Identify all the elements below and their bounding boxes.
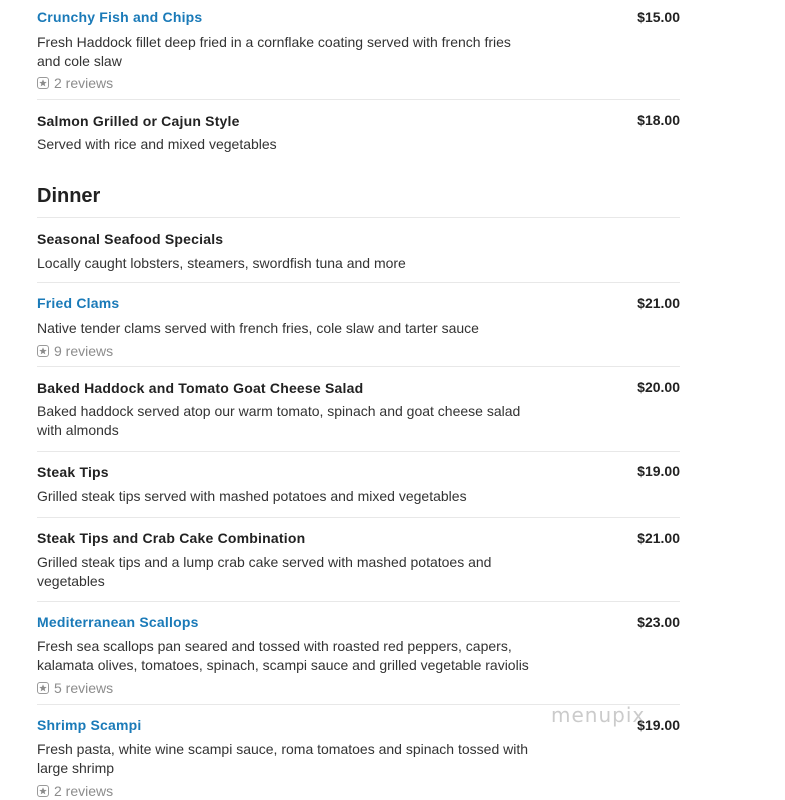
menu-item-price: $18.00 (637, 112, 680, 128)
menu-item-description: Grilled steak tips and a lump crab cake served with mashed potatoes and vegetables (37, 554, 492, 589)
star-icon (37, 77, 49, 89)
reviews-count[interactable]: 9 reviews (54, 343, 114, 359)
menu-item-name-link[interactable]: Fried Clams (37, 295, 120, 311)
reviews-link[interactable] (37, 342, 113, 360)
menu (37, 0, 680, 800)
menu-item-description: Native tender clams served with french fries, cole slaw and tarter sauce (37, 320, 479, 336)
menu-item (37, 100, 680, 167)
menu-item-description: Fresh sea scallops pan seared and tossed with roasted red peppers, capers, kalamata olives, tomatoes, spinach, scampi sauce and grilled vegetable raviolis (37, 638, 529, 673)
menu-item (37, 602, 680, 705)
menu-item (37, 518, 680, 602)
star-icon (37, 345, 49, 357)
menu-item-description: Locally caught lobsters, steamers, swordfish tuna and more (37, 255, 406, 271)
menu-item-description: Baked haddock served atop our warm tomato, spinach and goat cheese salad with almonds (37, 403, 521, 438)
menu-item-name: Steak Tips and Crab Cake Combination (37, 530, 306, 546)
menu-item-name: Baked Haddock and Tomato Goat Cheese Salad (37, 380, 364, 396)
reviews-count[interactable]: 5 reviews (54, 680, 114, 696)
menu-item (37, 218, 680, 283)
reviews-link[interactable] (37, 74, 113, 92)
menu-item-description: Served with rice and mixed vegetables (37, 136, 277, 152)
star-icon (37, 785, 49, 797)
reviews-link[interactable] (37, 679, 113, 697)
reviews-count[interactable]: 2 reviews (54, 783, 114, 799)
star-icon (37, 682, 49, 694)
menu-section (37, 0, 680, 167)
menu-item (37, 0, 680, 100)
menu-item-name-link[interactable]: Mediterranean Scallops (37, 614, 199, 630)
menu-item-description: Fresh pasta, white wine scampi sauce, roma tomatoes and spinach tossed with large shrimp (37, 741, 529, 776)
watermark-logo: menupix (551, 703, 646, 727)
menu-item-price: $21.00 (637, 530, 680, 546)
menu-item-price: $19.00 (637, 463, 680, 479)
menu-item (37, 452, 680, 518)
menu-item-price: $15.00 (637, 9, 680, 25)
menu-item-name-link[interactable]: Crunchy Fish and Chips (37, 9, 203, 25)
menu-item (37, 283, 680, 367)
menu-item-price: $23.00 (637, 614, 680, 630)
reviews-count[interactable]: 2 reviews (54, 75, 114, 91)
section-header (37, 167, 680, 218)
menu-item-price: $21.00 (637, 295, 680, 311)
reviews-link[interactable] (37, 782, 113, 800)
menu-item-name: Salmon Grilled or Cajun Style (37, 113, 240, 129)
menu-item-price: $20.00 (637, 379, 680, 395)
menu-item (37, 367, 680, 452)
menu-item-price: $19.00 (637, 717, 680, 733)
menu-item-name: Steak Tips (37, 464, 109, 480)
section-title: Dinner (37, 185, 101, 207)
menu-item-name-link[interactable]: Shrimp Scampi (37, 717, 142, 733)
menu-item-name: Seasonal Seafood Specials (37, 231, 224, 247)
menu-item-description: Fresh Haddock fillet deep fried in a cornflake coating served with french fries and cole slaw (37, 34, 511, 69)
menu-item-description: Grilled steak tips served with mashed potatoes and mixed vegetables (37, 488, 467, 504)
